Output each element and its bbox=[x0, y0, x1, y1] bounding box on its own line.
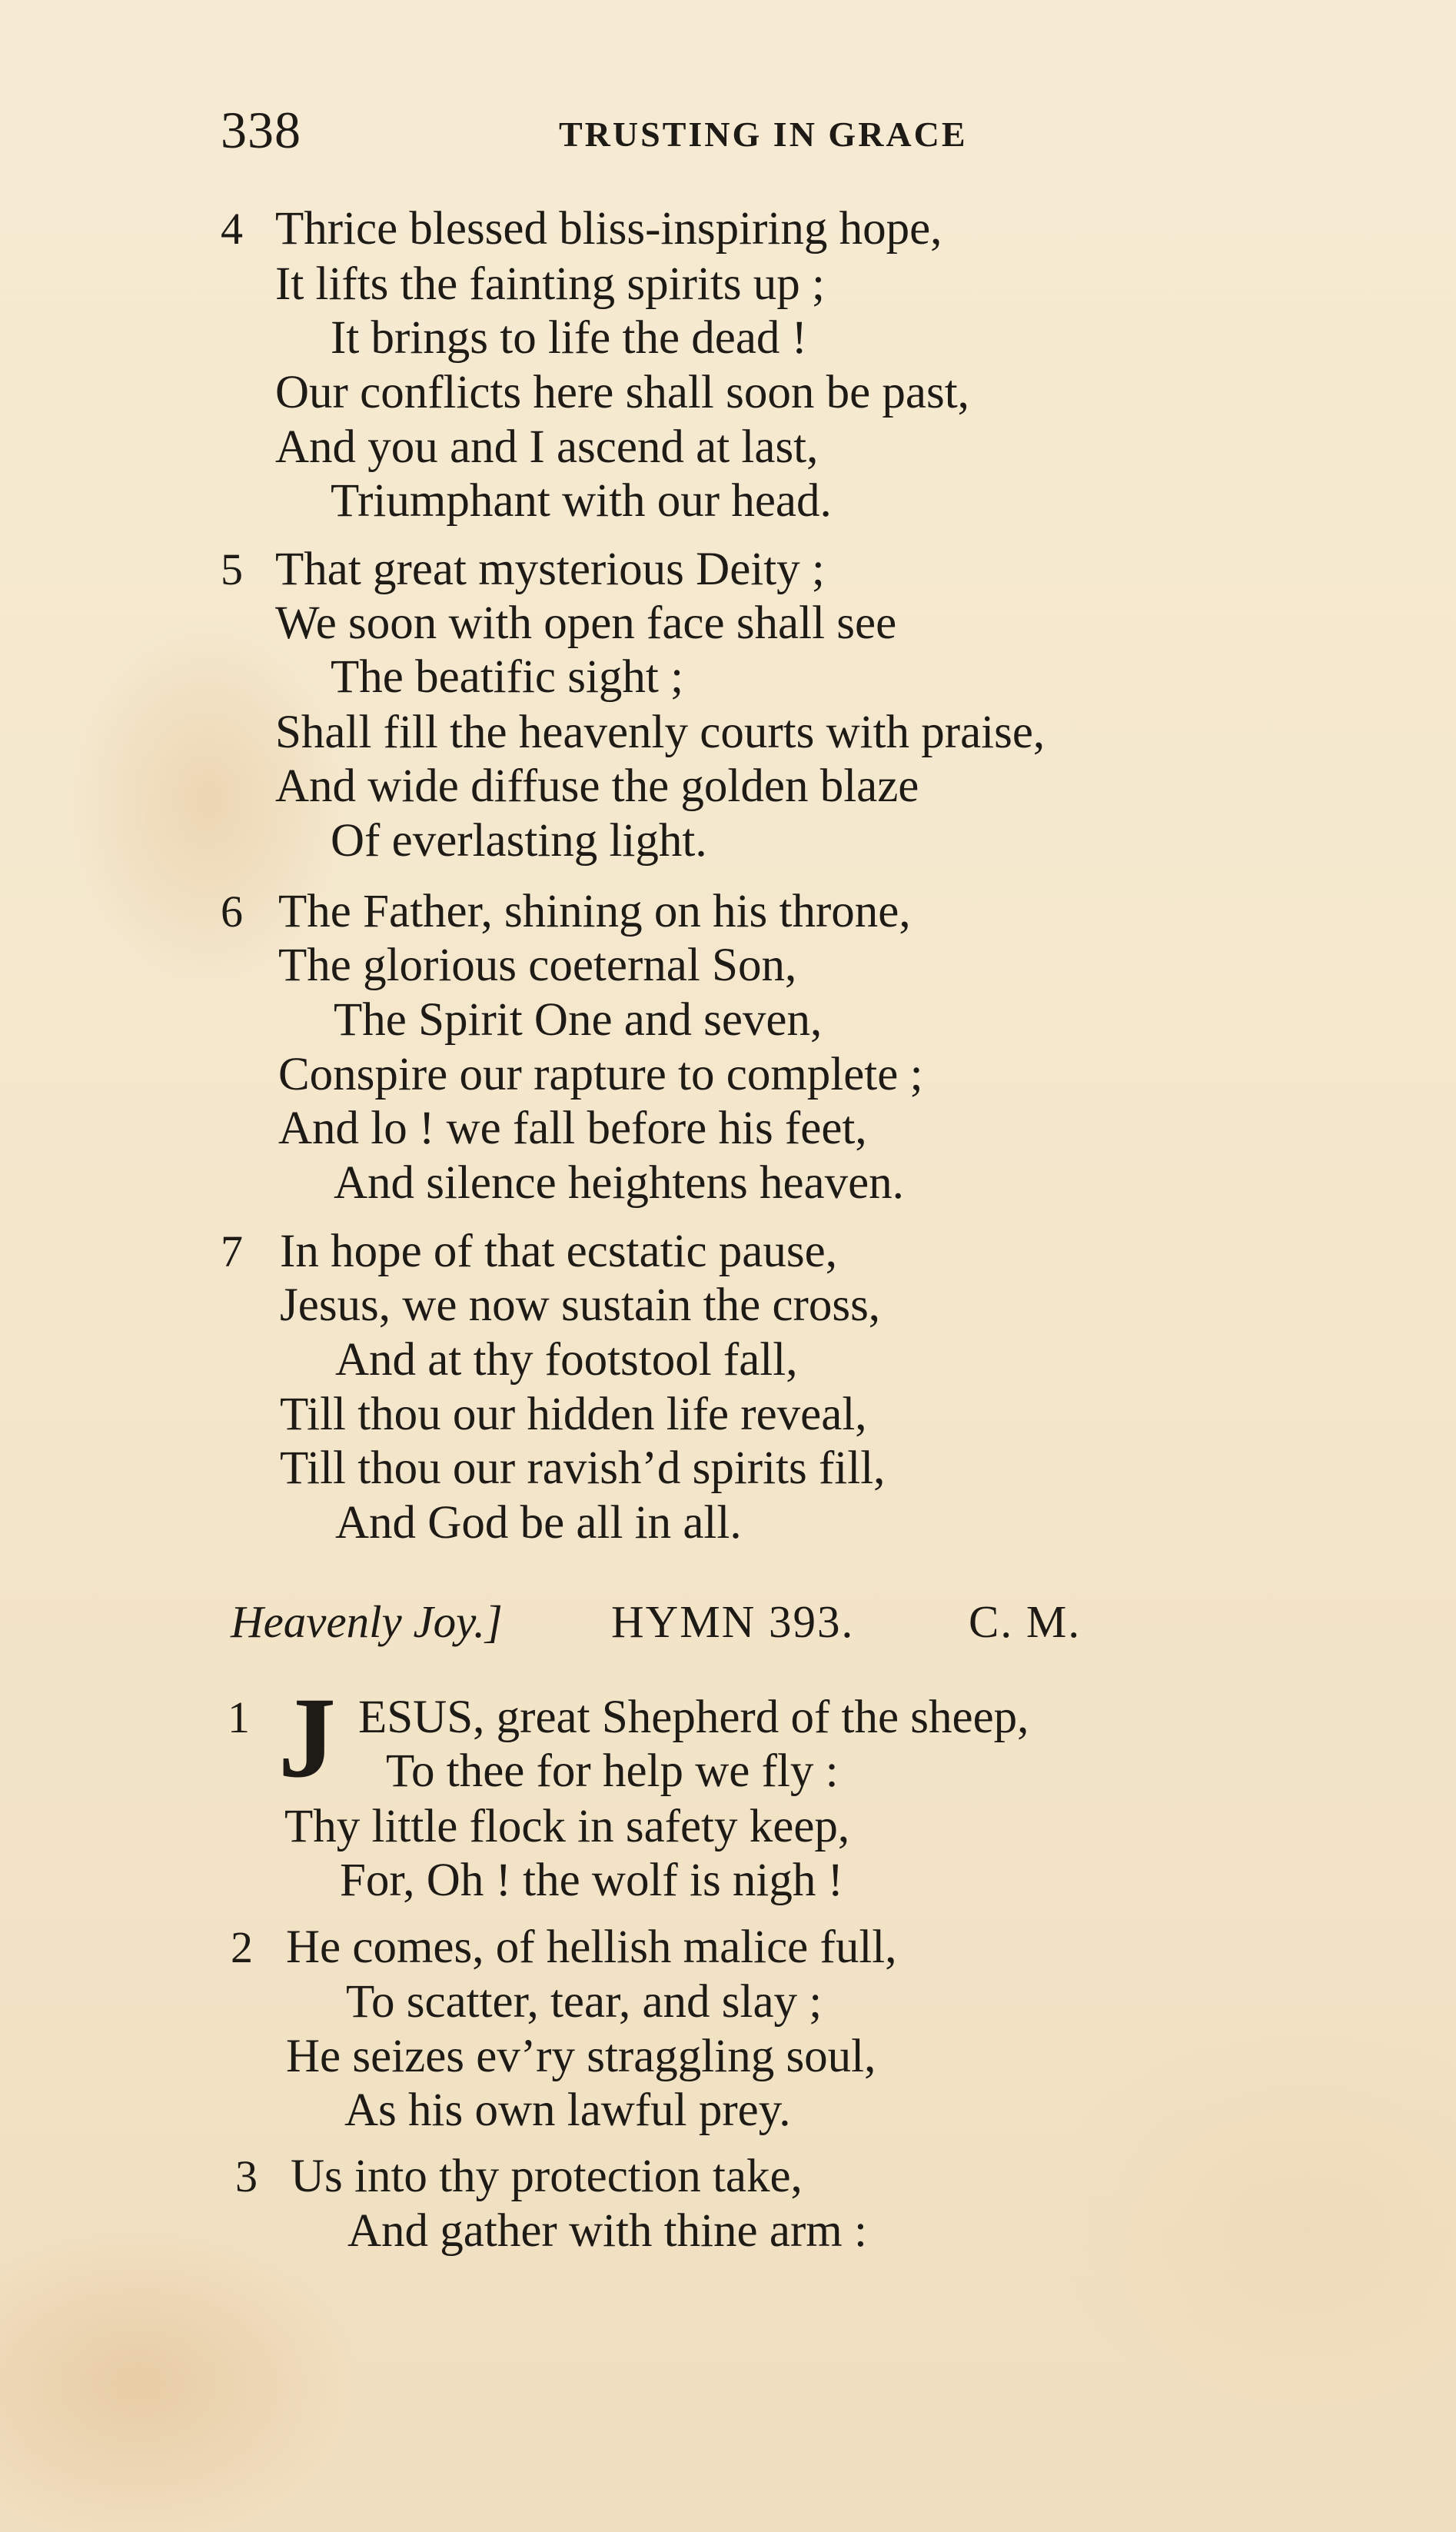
page-header bbox=[221, 92, 1066, 169]
verse-line: Thrice blessed bliss-inspiring hope, bbox=[275, 203, 942, 255]
hymn-subject: Heavenly Joy.] bbox=[231, 1596, 503, 1647]
stanza-number: 1 bbox=[228, 1692, 250, 1742]
verse-line: The beatific sight ; bbox=[331, 651, 684, 703]
stanza-number: 2 bbox=[231, 1922, 253, 1972]
verse-line: For, Oh ! the wolf is nigh ! bbox=[340, 1855, 843, 1906]
verse-line: And you and I ascend at last, bbox=[275, 421, 819, 473]
verse-line: The glorious coeternal Son, bbox=[278, 940, 797, 991]
verse-line: He comes, of hellish malice full, bbox=[286, 1921, 897, 1973]
drop-cap: J bbox=[278, 1674, 336, 1802]
stanza-number: 7 bbox=[221, 1226, 243, 1276]
verse-line: And wide diffuse the golden blaze bbox=[275, 760, 919, 812]
verse-line: That great mysterious Deity ; bbox=[275, 544, 825, 595]
page-number: 338 bbox=[221, 101, 301, 159]
verse-line: We soon with open face shall see bbox=[275, 597, 897, 649]
verse-line: And at thy footstool fall, bbox=[335, 1334, 798, 1386]
verse-line: Jesus, we now sustain the cross, bbox=[280, 1279, 881, 1331]
verse-line: It lifts the fainting spirits up ; bbox=[275, 258, 825, 310]
verse-line: And gather with thine arm : bbox=[347, 2205, 867, 2257]
verse-line: Till thou our hidden life reveal, bbox=[280, 1389, 867, 1440]
verse-line: In hope of that ecstatic pause, bbox=[280, 1226, 837, 1277]
verse-line: Shall fill the heavenly courts with praise, bbox=[275, 707, 1045, 758]
verse-line: Conspire our rapture to complete ; bbox=[278, 1049, 923, 1100]
hymn-heading bbox=[231, 1595, 1082, 1649]
verse-line: Us into thy protection take, bbox=[291, 2151, 803, 2202]
stanza-number: 5 bbox=[221, 544, 243, 594]
stanza-number: 3 bbox=[235, 2151, 258, 2201]
verse-line: Our conflicts here shall soon be past, bbox=[275, 367, 969, 418]
verse-line: And lo ! we fall before his feet, bbox=[278, 1103, 867, 1154]
verse-line: And silence heightens heaven. bbox=[334, 1157, 904, 1209]
verse-line: Triumphant with our head. bbox=[331, 475, 832, 527]
verse-line: The Father, shining on his throne, bbox=[278, 886, 911, 937]
running-head: TRUSTING IN GRACE bbox=[559, 115, 968, 154]
stanza-number: 6 bbox=[221, 887, 243, 937]
verse-line: He seizes ev’ry straggling soul, bbox=[286, 2031, 876, 2082]
hymn-meter: C. M. bbox=[969, 1596, 1082, 1647]
verse-line: And God be all in all. bbox=[335, 1497, 742, 1549]
verse-line: To scatter, tear, and slay ; bbox=[346, 1976, 823, 2028]
verse-line: Till thou our ravish’d spirits fill, bbox=[280, 1442, 886, 1494]
verse-line: ESUS, great Shepherd of the sheep, bbox=[358, 1692, 1029, 1743]
verse-line: It brings to life the dead ! bbox=[331, 312, 807, 364]
verse-line: The Spirit One and seven, bbox=[334, 994, 823, 1046]
verse-line: To thee for help we fly : bbox=[386, 1745, 839, 1797]
verse-line: As his own lawful prey. bbox=[344, 2084, 791, 2136]
stanza-number: 4 bbox=[221, 204, 243, 254]
verse-line: Thy little flock in safety keep, bbox=[284, 1801, 850, 1852]
hymn-number: HYMN 393. bbox=[611, 1596, 855, 1647]
verse-line: Of everlasting light. bbox=[331, 815, 707, 867]
